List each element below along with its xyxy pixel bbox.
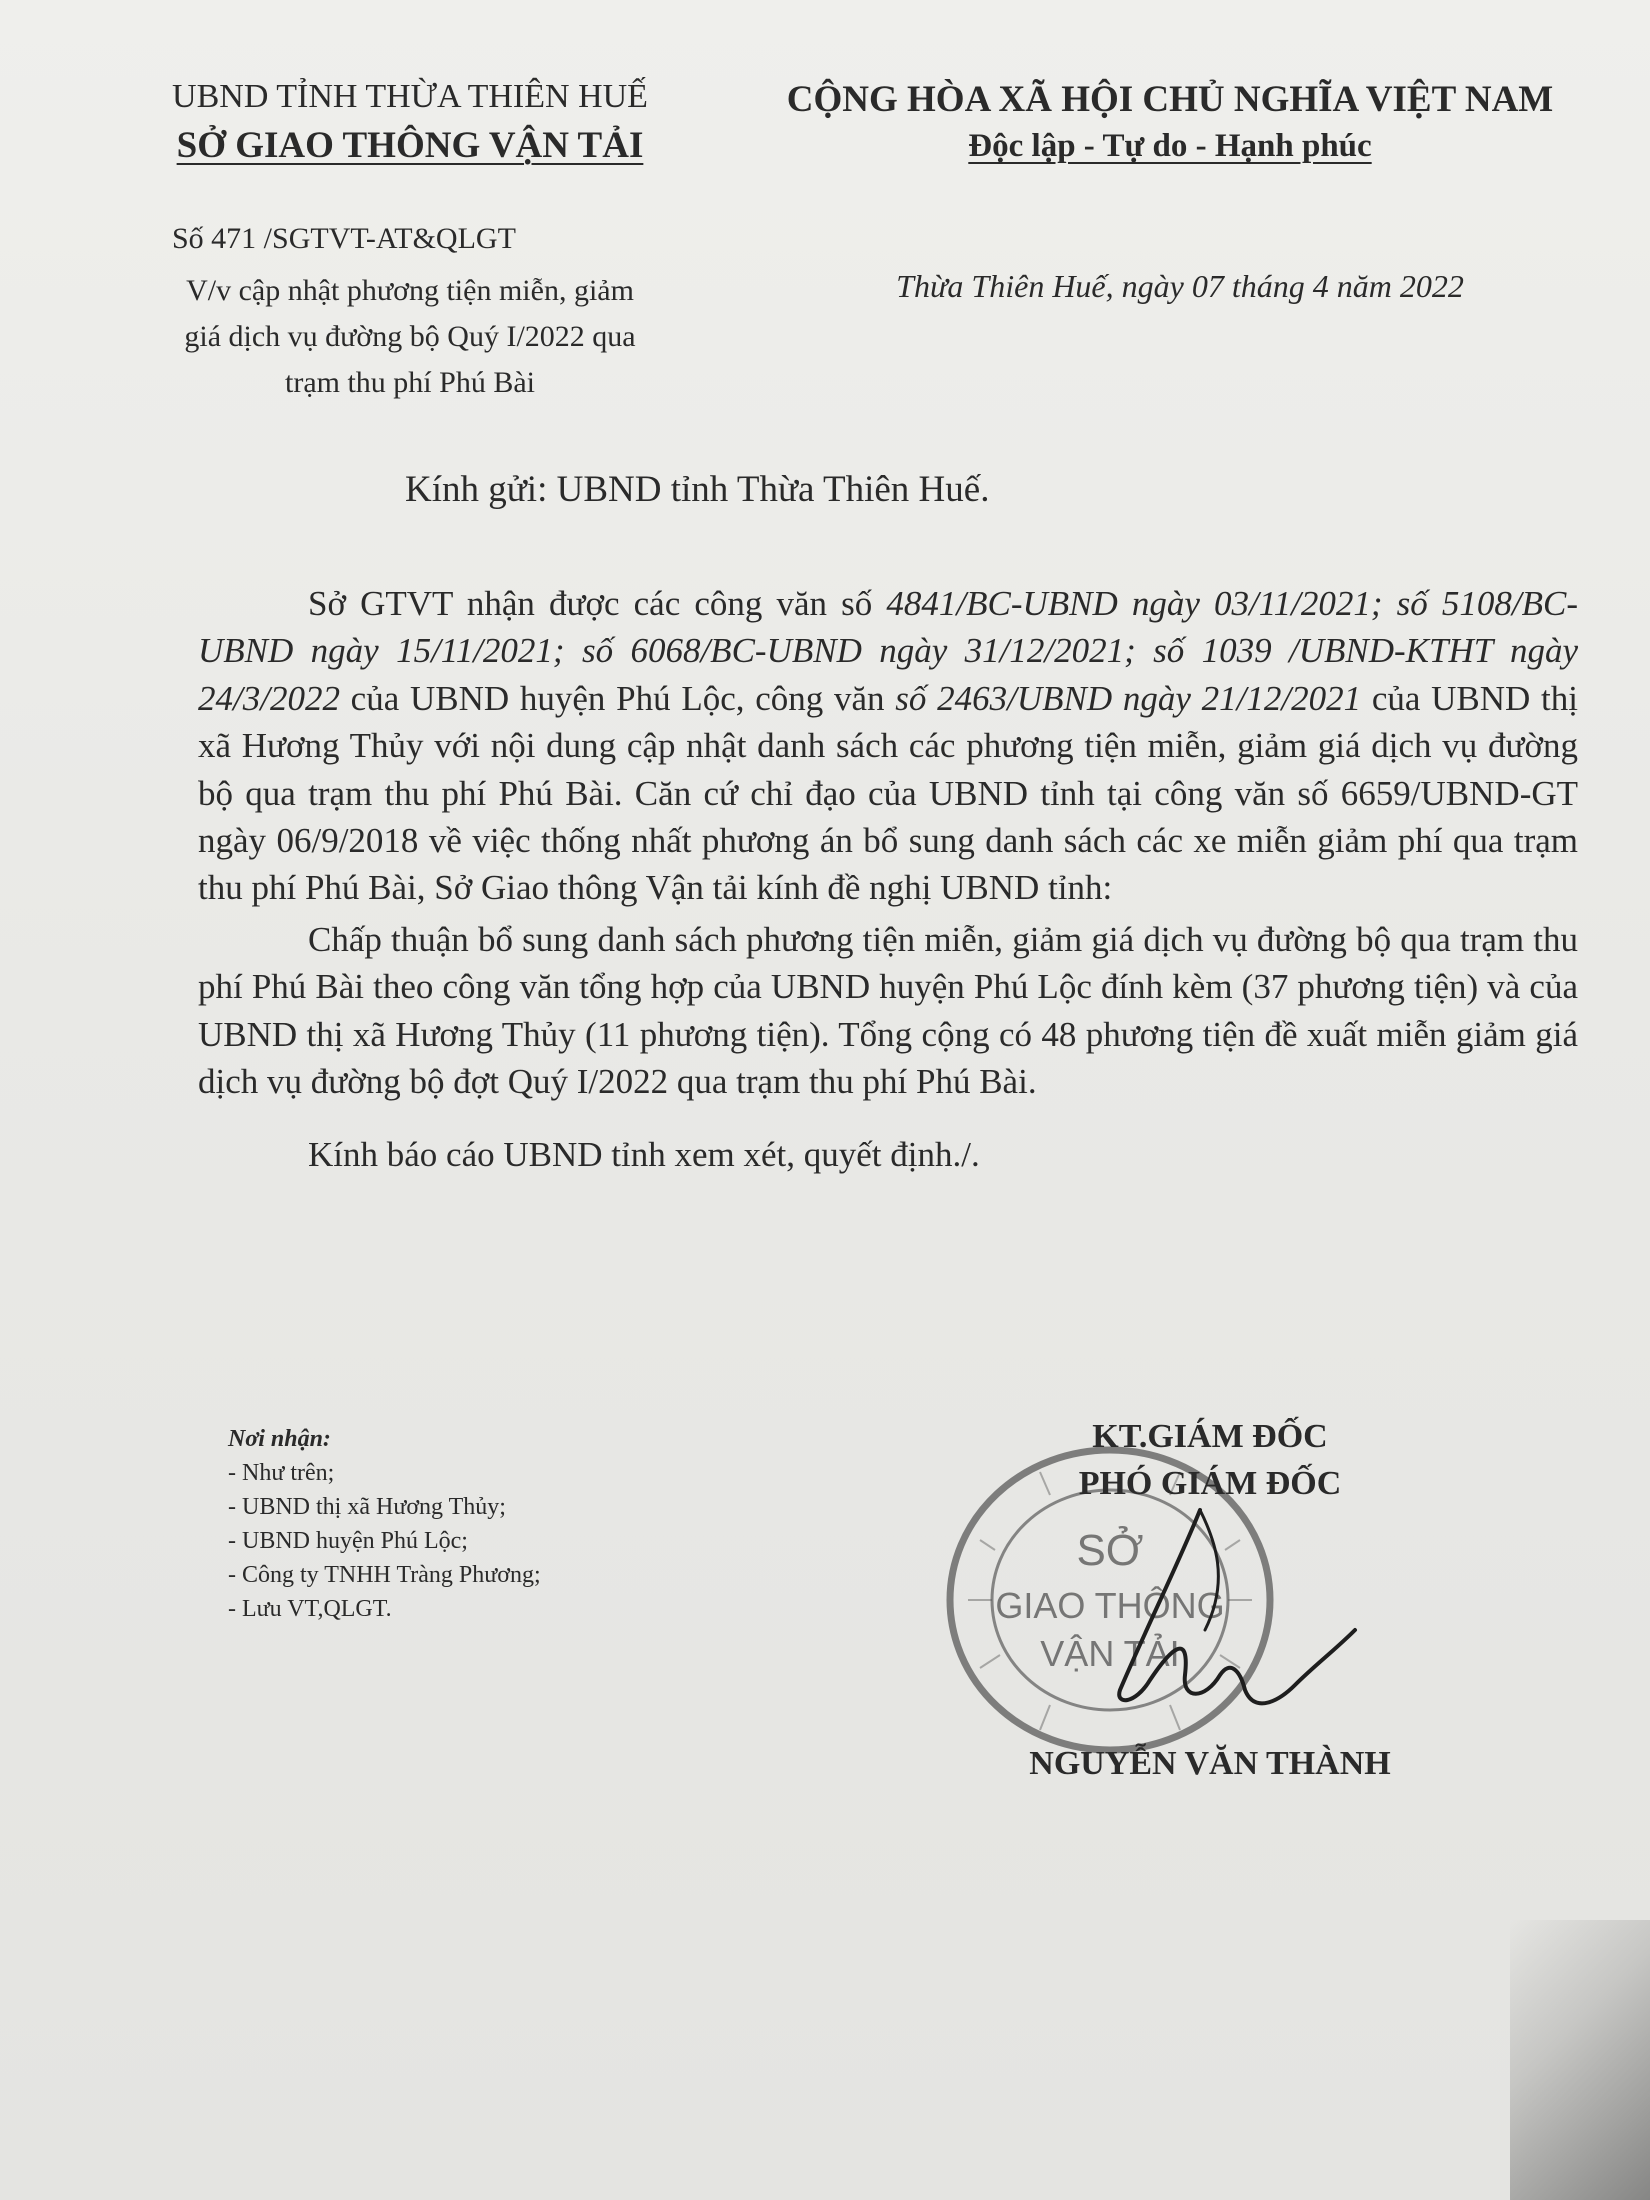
distribution-item: - UBND huyện Phú Lộc; (228, 1528, 468, 1554)
distribution-list (228, 1422, 541, 1626)
letter-body (198, 580, 1578, 1179)
distribution-item: - Như trên; (228, 1460, 335, 1486)
subject-line: trạm thu phí Phú Bài (285, 366, 535, 399)
national-motto (720, 128, 1620, 165)
p1-reference-2: số 2463/UBND ngày 21/12/2021 (895, 678, 1362, 718)
subject-line: giá dịch vụ đường bộ Quý I/2022 qua (184, 320, 636, 353)
paragraph-1 (198, 580, 1578, 912)
p1-text-a: Sở GTVT nhận được các công văn số (308, 584, 887, 623)
dateline: Thừa Thiên Huế, ngày 07 tháng 4 năm 2022 (896, 268, 1464, 304)
distribution-item: - Lưu VT,QLGT. (228, 1596, 392, 1622)
p1-text-c: của UBND thị xã Hương Thủy với nội dung cập nhật danh sách các phương tiện miễn, giảm giá dịch vụ đường bộ qua trạm thu phí Phú Bài. Căn cứ chỉ đạo của UBND tỉnh tại công văn số 6659/UBND-GT ngày 06/9/2018 về việc thống nhất phương án bổ sung danh sách các xe miễn giảm phí qua trạm thu phí Phú Bài, Sở Giao thông Vận tải kính đề nghị UBND tỉnh: (198, 678, 1578, 908)
national-title: CỘNG HÒA XÃ HỘI CHỦ NGHĨA VIỆT NAM (786, 79, 1554, 120)
seal-text-2: GIAO THÔNG (995, 1585, 1225, 1626)
agency-line-2 (100, 124, 720, 167)
distribution-heading: Nơi nhận: (228, 1426, 331, 1452)
paragraph-2: Chấp thuận bổ sung danh sách phương tiện miễn, giảm giá dịch vụ đường bộ qua trạm thu phí Phú Bài theo công văn tổng hợp của UBND huyện Phú Lộc đính kèm (37 phương tiện) và của UBND thị xã Hương Thủy (11 phương tiện). Tổng cộng có 48 phương tiện đề xuất miễn giảm giá dịch vụ đường bộ đợt Quý I/2022 qua trạm thu phí Phú Bài. (198, 919, 1578, 1102)
recipient-line: Kính gửi: UBND tỉnh Thừa Thiên Huế. (405, 469, 990, 510)
closing-line: Kính báo cáo UBND tỉnh xem xét, quyết định./. (308, 1135, 980, 1175)
signature-title-2: PHÓ GIÁM ĐỐC (1078, 1465, 1342, 1502)
subject-line: V/v cập nhật phương tiện miễn, giảm (186, 274, 634, 307)
document-subject (100, 268, 720, 406)
distribution-item: - UBND thị xã Hương Thủy; (228, 1494, 506, 1520)
signature-title-1: KT.GIÁM ĐỐC (1092, 1418, 1328, 1455)
agency-line-2-text: SỞ GIAO THÔNG VẬN TẢI (176, 125, 644, 166)
document-number: Số 471 /SGTVT-AT&QLGT (172, 222, 516, 255)
handwritten-signature (1080, 1500, 1360, 1760)
agency-line-1: UBND TỈNH THỪA THIÊN HUẾ (172, 78, 648, 115)
p1-reference-1: 4841/BC-UBND ngày 03/11/2021; số 5108/BC-UBND ngày 15/11/2021; số 6068/BC-UBND ngày 31/12/2021; số 1039 /UBND-KTHT ngày 24/3/2022 (198, 584, 1578, 718)
national-motto-text: Độc lập - Tự do - Hạnh phúc (968, 128, 1372, 164)
p1-text-b: của UBND huyện Phú Lộc, công văn (339, 678, 896, 718)
seal-text-3: VẬN TẢI (1040, 1633, 1180, 1674)
distribution-item: - Công ty TNHH Tràng Phương; (228, 1562, 541, 1588)
seal-text-1: SỞ (1076, 1526, 1144, 1575)
signer-name: NGUYỄN VĂN THÀNH (1029, 1745, 1391, 1782)
page-shadow (1510, 1920, 1650, 2200)
